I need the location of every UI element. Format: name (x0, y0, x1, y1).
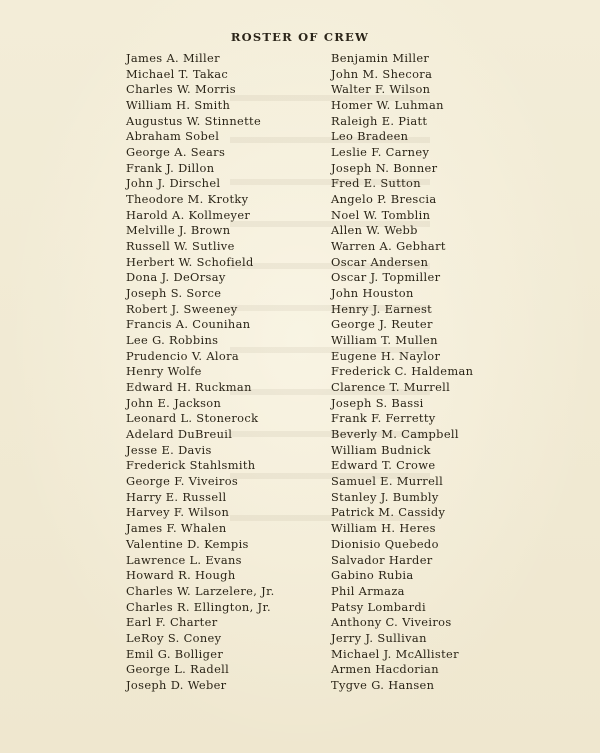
crew-member-name: Leslie F. Carney (331, 145, 430, 160)
crew-member-name: Allen W. Webb (331, 223, 418, 238)
crew-member-name: Robert J. Sweeney (126, 301, 238, 316)
crew-member-name: James A. Miller (126, 51, 220, 65)
crew-member-name: Valentine D. Kempis (126, 536, 249, 551)
crew-member-name: Edward T. Crowe (331, 458, 436, 473)
crew-member-name: LeRoy S. Coney (126, 630, 222, 645)
crew-member-name: Fred E. Sutton (331, 176, 421, 191)
crew-member-name: Adelard DuBreuil (126, 427, 233, 442)
crew-member-name: Warren A. Gebhart (331, 239, 446, 254)
crew-member-name: Jesse E. Davis (126, 442, 212, 457)
crew-member-name: Oscar J. Topmiller (331, 270, 441, 285)
crew-member-name: George J. Reuter (331, 317, 433, 332)
crew-member-name: William H. Heres (331, 521, 436, 536)
right-name-column (331, 51, 531, 694)
crew-member-name: Francis A. Counihan (126, 317, 251, 332)
crew-member-name: Lawrence L. Evans (126, 552, 242, 567)
crew-member-name: Henry J. Earnest (331, 301, 433, 316)
crew-member-name: James F. Whalen (126, 521, 227, 536)
crew-member-name: Patrick M. Cassidy (331, 505, 446, 520)
crew-member-name: Salvador Harder (331, 552, 433, 567)
crew-member-name: John Houston (331, 286, 414, 301)
crew-member-name: Harvey F. Wilson (126, 505, 230, 520)
crew-member-name: Noel W. Tomblin (331, 207, 431, 222)
crew-member-name: Anthony C. Viveiros (331, 615, 452, 630)
crew-member-name: Earl F. Charter (126, 615, 218, 630)
crew-member-name: George L. Radell (126, 662, 230, 677)
crew-member-name: Benjamin Miller (331, 51, 430, 65)
crew-member-name: Jerry J. Sullivan (331, 630, 427, 645)
crew-member-name: Theodore M. Krotky (126, 192, 249, 207)
crew-member-name: John M. Shecora (331, 66, 433, 81)
crew-member-name: Armen Hacdorian (331, 662, 439, 677)
crew-member-name: Augustus W. Stinnette (126, 113, 262, 128)
crew-member-name: Michael J. McAllister (331, 646, 459, 661)
crew-member-name: Frederick C. Haldeman (331, 364, 474, 379)
crew-member-name: Homer W. Luhman (331, 98, 444, 113)
crew-member-name: Melville J. Brown (126, 223, 231, 238)
crew-member-name: Herbert W. Schofield (126, 254, 254, 269)
crew-member-name: Joseph N. Bonner (331, 160, 438, 175)
crew-member-name: Dona J. DeOrsay (126, 270, 226, 285)
crew-member-name: Charles W. Larzelere, Jr. (126, 583, 275, 598)
crew-member-name: Clarence T. Murrell (331, 380, 451, 395)
crew-member-name: George F. Viveiros (126, 474, 239, 489)
crew-member-name: Frank J. Dillon (126, 160, 215, 175)
crew-member-name: Walter F. Wilson (331, 82, 431, 97)
crew-member-name: Harry E. Russell (126, 489, 227, 504)
crew-member-name: Joseph D. Weber (126, 677, 227, 692)
crew-member-name: Russell W. Sutlive (126, 239, 235, 254)
crew-member-name: John E. Jackson (126, 395, 222, 410)
crew-member-name: Joseph S. Sorce (126, 286, 222, 301)
crew-member-name: Gabino Rubia (331, 568, 414, 583)
crew-member-name: William Budnick (331, 442, 431, 457)
crew-member-name: Henry Wolfe (126, 364, 202, 379)
crew-member-name: Charles R. Ellington, Jr. (126, 599, 271, 614)
crew-member-name: Joseph S. Bassi (331, 395, 424, 410)
crew-member-name: Stanley J. Bumbly (331, 489, 439, 504)
crew-member-name: Frederick Stahlsmith (126, 458, 256, 473)
crew-member-name: Abraham Sobel (126, 129, 220, 144)
crew-member-name: Michael T. Takac (126, 66, 229, 81)
crew-member-name: Samuel E. Murrell (331, 474, 444, 489)
crew-member-name: Patsy Lombardi (331, 599, 427, 614)
crew-member-name: Leonard L. Stonerock (126, 411, 259, 426)
crew-member-name: Leo Bradeen (331, 129, 409, 144)
crew-member-name: William H. Smith (126, 98, 231, 113)
crew-member-name: Dionisio Quebedo (331, 536, 439, 551)
crew-member-name: Howard R. Hough (126, 568, 236, 583)
crew-member-name: George A. Sears (126, 145, 226, 160)
crew-member-name: Harold A. Kollmeyer (126, 207, 251, 222)
crew-member-name: Prudencio V. Alora (126, 348, 240, 363)
crew-member-name: Emil G. Bolliger (126, 646, 224, 661)
crew-member-name: William T. Mullen (331, 333, 438, 348)
page-title: ROSTER OF CREW (230, 30, 370, 44)
crew-member-name: Edward H. Ruckman (126, 380, 252, 395)
crew-member-name: Tygve G. Hansen (331, 677, 435, 692)
crew-member-name: Lee G. Robbins (126, 333, 219, 348)
left-name-column (126, 51, 326, 694)
crew-member-name: Angelo P. Brescia (331, 192, 437, 207)
crew-member-name: Phil Armaza (331, 583, 405, 598)
crew-member-name: John J. Dirschel (126, 176, 221, 191)
crew-member-name: Frank F. Ferretty (331, 411, 436, 426)
crew-member-name: Beverly M. Campbell (331, 427, 459, 442)
crew-member-name: Raleigh E. Piatt (331, 113, 428, 128)
crew-member-name: Charles W. Morris (126, 82, 236, 97)
crew-member-name: Oscar Andersen (331, 254, 429, 269)
crew-member-name: Eugene H. Naylor (331, 348, 441, 363)
